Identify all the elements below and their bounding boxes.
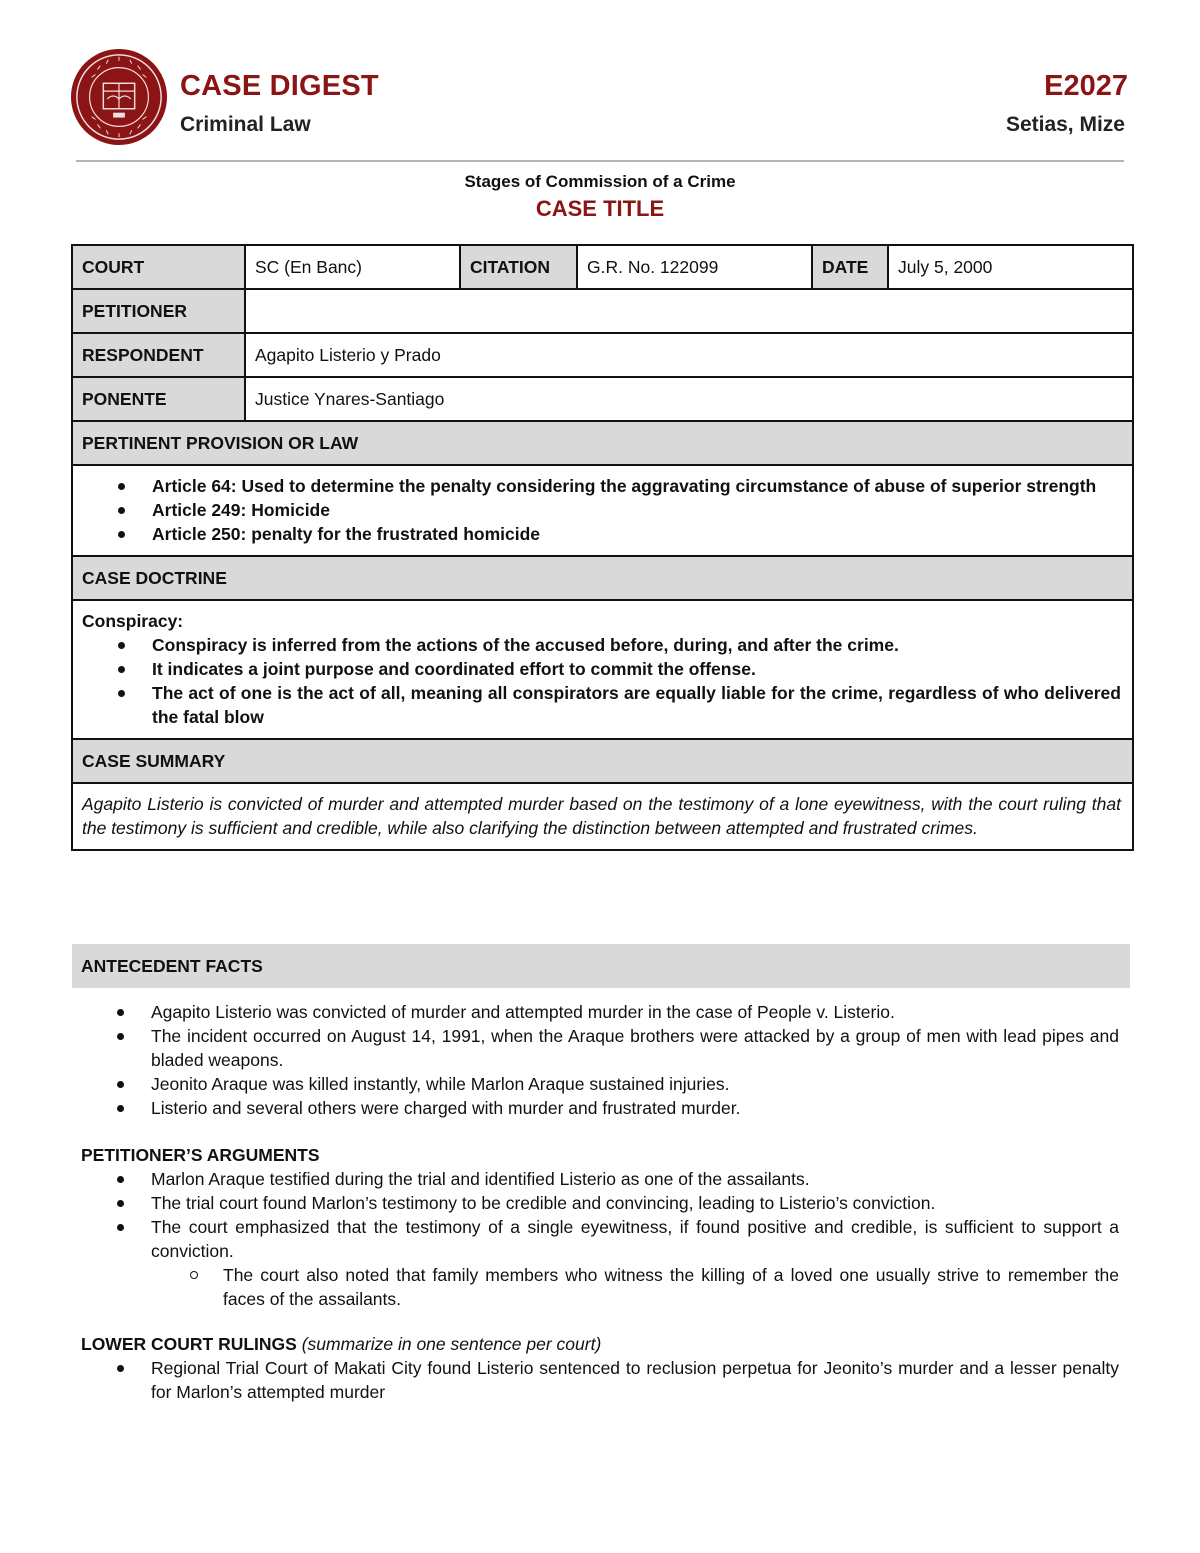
court-row xyxy=(72,245,1133,289)
subject: Criminal Law xyxy=(180,113,311,136)
facts-section xyxy=(81,1000,1119,1120)
list-item: Listerio and several others were charged with murder and frustrated murder. xyxy=(151,1096,1119,1120)
list-item: Article 250: penalty for the frustrated homicide xyxy=(152,522,1121,546)
court-label: COURT xyxy=(72,245,245,289)
summary-body xyxy=(72,783,1133,850)
petitioner-row xyxy=(72,289,1133,333)
summary-text: Agapito Listerio is convicted of murder and attempted murder based on the testimony of a lone eyewitness, with the court ruling that the testimony is sufficient and credible, while also clarifying the distinction between attempted and frustrated crimes. xyxy=(82,794,1121,838)
doctrine-intro: Conspiracy: xyxy=(82,611,184,631)
list-item: The court emphasized that the testimony of a single eyewitness, if found positive and credible, is sufficient to support a conviction. xyxy=(151,1217,1119,1261)
rulings-heading-line xyxy=(81,1332,1119,1356)
summary-heading: CASE SUMMARY xyxy=(72,739,1133,783)
facts-heading: ANTECEDENT FACTS xyxy=(81,956,263,976)
date-value: July 5, 2000 xyxy=(888,245,1133,289)
doctrine-body xyxy=(72,600,1133,739)
list-item: Regional Trial Court of Makati City found Listerio sentenced to reclusion perpetua for Jeonito’s murder and a lesser penalty for Marlon’s attempted murder xyxy=(151,1358,1119,1402)
respondent-label: RESPONDENT xyxy=(72,333,245,377)
petitioner-label: PETITIONER xyxy=(72,289,245,333)
list-item: The trial court found Marlon’s testimony to be credible and convincing, leading to Listerio’s conviction. xyxy=(151,1191,1119,1215)
list-item: The act of one is the act of all, meaning all conspirators are equally liable for the crime, regardless of who delivered the fatal blow xyxy=(152,683,1121,727)
topic: Stages of Commission of a Crime xyxy=(464,172,736,191)
doctrine-heading: CASE DOCTRINE xyxy=(72,556,1133,600)
list-item: Article 249: Homicide xyxy=(152,498,1121,522)
case-title: CASE TITLE xyxy=(535,196,665,221)
case-info-table xyxy=(71,244,1134,851)
university-seal-icon xyxy=(70,48,168,146)
arguments-section xyxy=(81,1143,1119,1311)
date-label: DATE xyxy=(812,245,888,289)
respondent-row xyxy=(72,333,1133,377)
citation-label: CITATION xyxy=(460,245,577,289)
rulings-heading: LOWER COURT RULINGS xyxy=(81,1334,297,1354)
list-item: It indicates a joint purpose and coordinated effort to commit the offense. xyxy=(152,657,1121,681)
rulings-note: (summarize in one sentence per court) xyxy=(301,1334,602,1354)
arguments-heading: PETITIONER’S ARGUMENTS xyxy=(81,1145,320,1165)
respondent-value: Agapito Listerio y Prado xyxy=(245,333,1133,377)
list-item: Jeonito Araque was killed instantly, while Marlon Araque sustained injuries. xyxy=(151,1072,1119,1096)
list-item: Conspiracy is inferred from the actions of the accused before, during, and after the crime. xyxy=(152,633,1121,657)
list-item: Agapito Listerio was convicted of murder and attempted murder in the case of People v. Listerio. xyxy=(151,1000,1119,1024)
provision-body xyxy=(72,465,1133,556)
list-item: Marlon Araque testified during the trial and identified Listerio as one of the assailants. xyxy=(151,1167,1119,1191)
facts-heading-bar xyxy=(72,944,1130,988)
ponente-value: Justice Ynares-Santiago xyxy=(245,377,1133,421)
list-item: Article 64: Used to determine the penalty considering the aggravating circumstance of abuse of superior strength xyxy=(152,474,1121,498)
authors: Setias, Mize xyxy=(1005,113,1125,136)
ponente-label: PONENTE xyxy=(72,377,245,421)
list-item: The incident occurred on August 14, 1991, when the Araque brothers were attacked by a group of men with lead pipes and bladed weapons. xyxy=(151,1026,1119,1070)
petitioner-value xyxy=(245,289,1133,333)
header-divider xyxy=(76,160,1124,162)
court-value: SC (En Banc) xyxy=(245,245,460,289)
doc-title: CASE DIGEST xyxy=(180,70,379,102)
provision-heading: PERTINENT PROVISION OR LAW xyxy=(72,421,1133,465)
ponente-row xyxy=(72,377,1133,421)
citation-value: G.R. No. 122099 xyxy=(577,245,812,289)
rulings-section xyxy=(81,1332,1119,1404)
sub-list-item: The court also noted that family members who witness the killing of a loved one usually strive to remember the faces of the assailants. xyxy=(223,1265,1119,1309)
section-code: E2027 xyxy=(1044,70,1128,102)
